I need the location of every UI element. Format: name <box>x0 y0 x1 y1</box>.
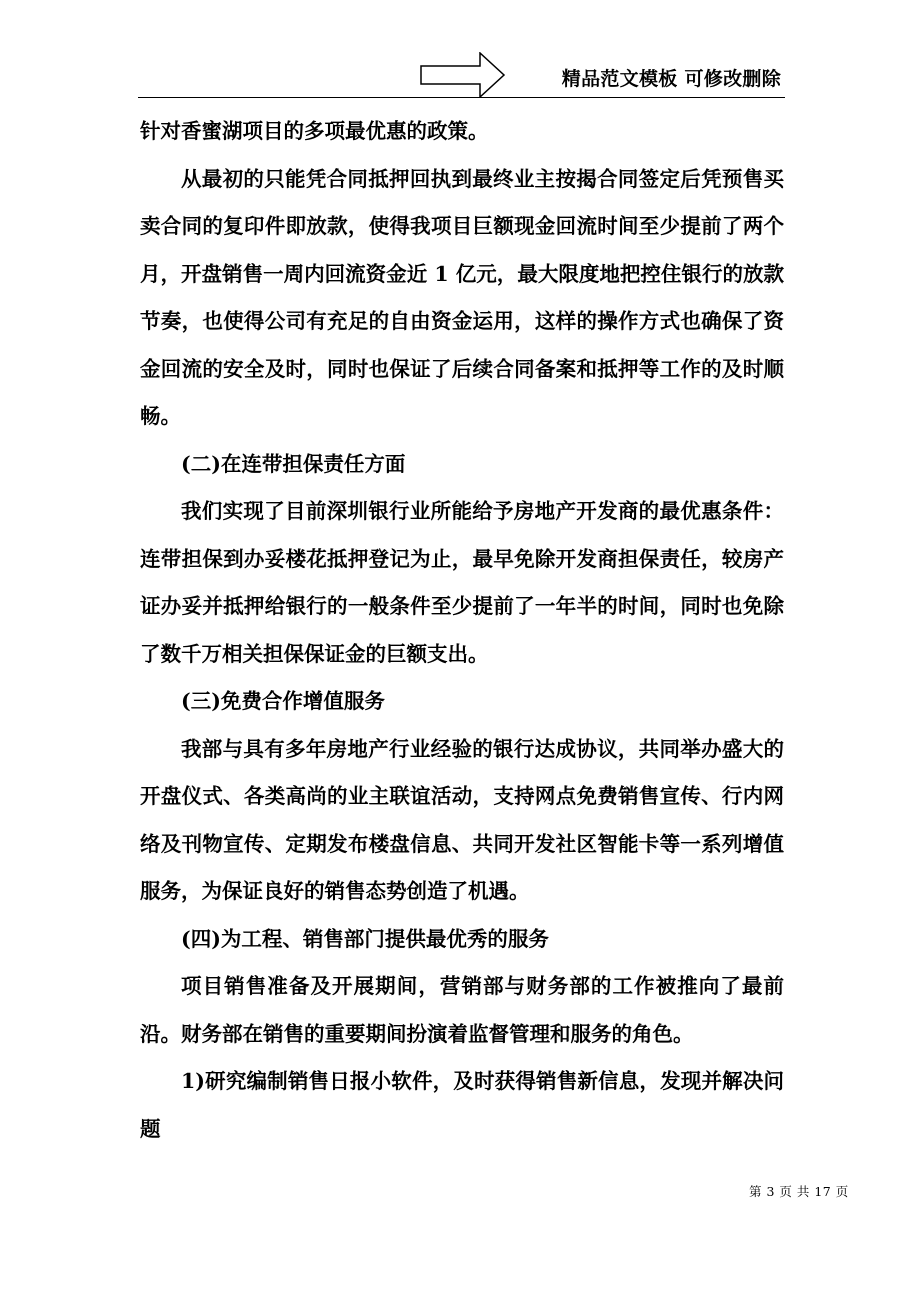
section-heading-service: (四)为工程、销售部门提供最优秀的服务 <box>181 926 549 951</box>
paragraph-service: 项目销售准备及开展期间，营销部与财务部的工作被推向了最前沿。财务部在销售的重要期间扮演着监督管理和服务的角色。 <box>140 974 784 1046</box>
section-heading-guarantee: (二)在连带担保责任方面 <box>181 451 406 476</box>
section-heading-value-added: (三)免费合作增值服务 <box>181 689 385 713</box>
paragraph-guarantee: 我们实现了目前深圳银行业所能给予房地产开发商的最优惠条件：连带担保到办妥楼花抵押登记为止，最早免除开发商担保责任，较房产证办妥并抵押给银行的一般条件至少提前了一年半的时间，同时也免除了数千万相关担保保证金的巨额支出。 <box>140 499 784 666</box>
document-body <box>140 108 784 1153</box>
paragraph-value-added: 我部与具有多年房地产行业经验的银行达成协议，共同举办盛大的开盘仪式、各类高尚的业主联谊活动，支持网点免费销售宣传、行内网络及刊物宣传、定期发布楼盘信息、共同开发社区智能卡等一系列增值服务，为保证良好的销售态势创造了机遇。 <box>140 736 784 903</box>
page-header <box>138 50 785 98</box>
list-item-sales-report: 1)研究编制销售日报小软件，及时获得销售新信息，发现并解决问题 <box>140 1069 784 1141</box>
paragraph-loan-release: 从最初的只能凭合同抵押回执到最终业主按揭合同签定后凭预售买卖合同的复印件即放款，使得我项目巨额现金回流时间至少提前了两个月，开盘销售一周内回流资金近 1 亿元，最大限度地把控住银行的放款节奏，也使得公司有充足的自由资金运用，这样的操作方式也确保了资金回流的安全及时，同时也保证了后续合同备案和抵押等工作的及时顺畅。 <box>140 166 784 428</box>
header-title: 精品范文模板 可修改删除 <box>561 68 781 90</box>
paragraph-continuation: 针对香蜜湖项目的多项最优惠的政策。 <box>140 119 489 143</box>
right-arrow-icon <box>420 52 506 98</box>
header-divider <box>138 97 785 98</box>
page-number: 第 3 页 共 17 页 <box>749 1184 849 1199</box>
